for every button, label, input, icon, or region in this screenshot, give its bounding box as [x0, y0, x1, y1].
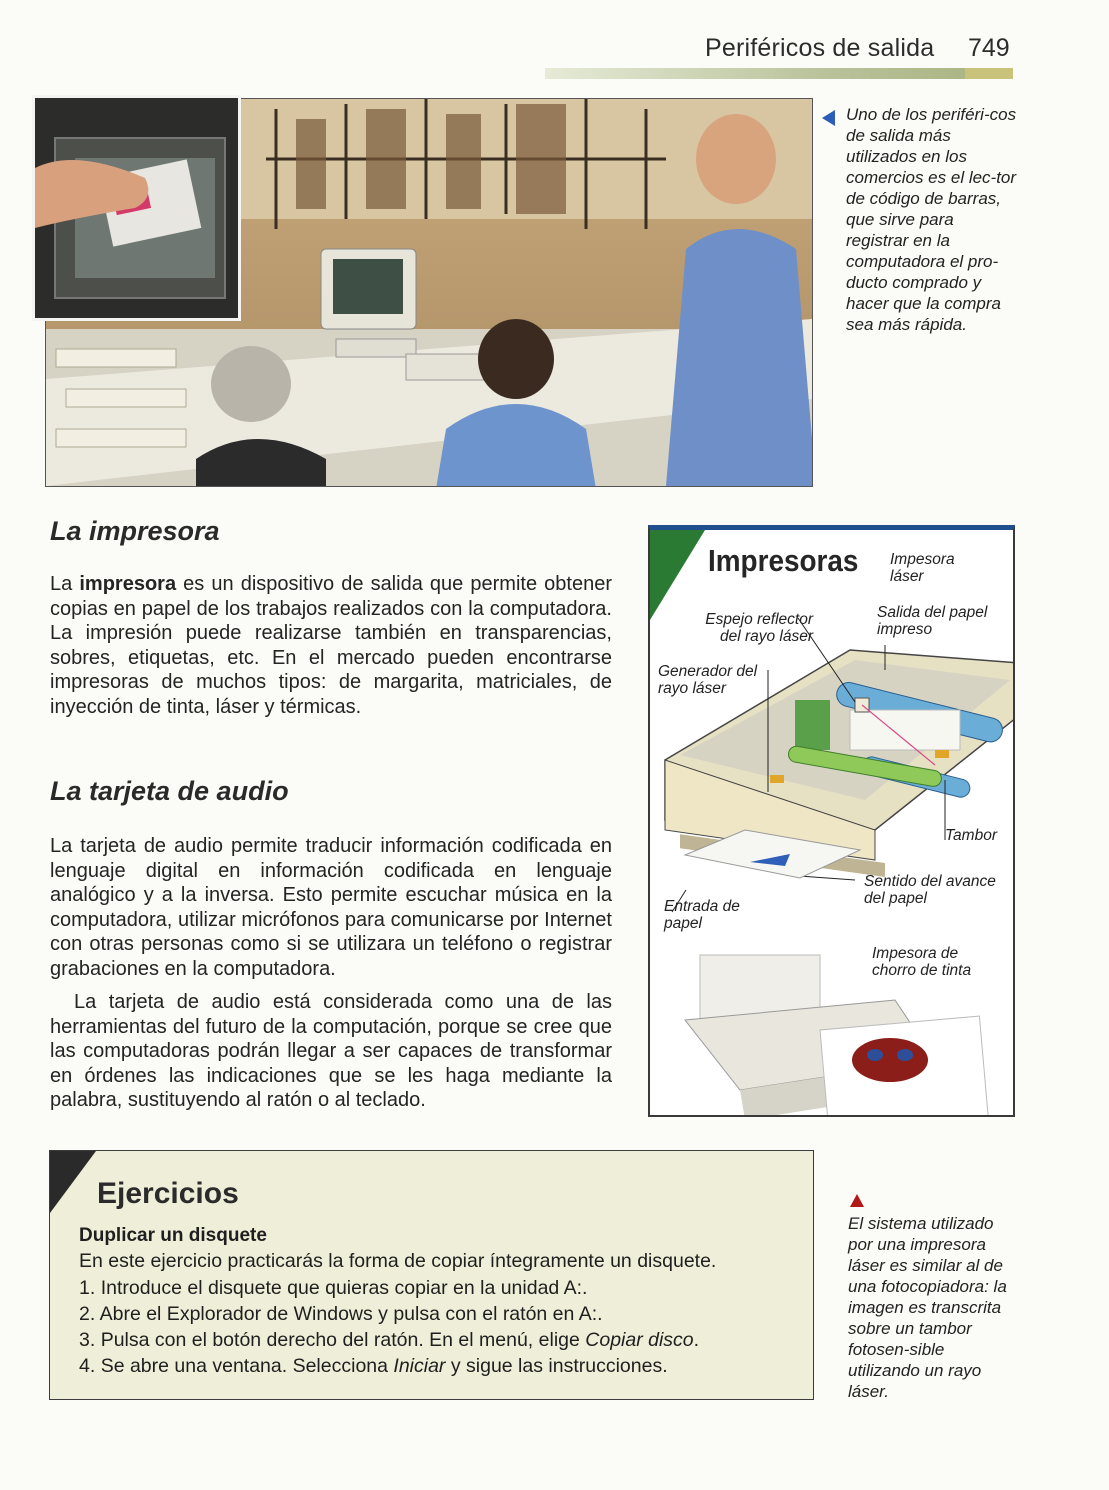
- exercise-step: 3. Pulsa con el botón derecho del ratón. En el menú, elige Copiar disco.: [79, 1329, 700, 1351]
- exercise-step: 1. Introduce el disquete que quieras copiar en la unidad A:.: [79, 1277, 588, 1299]
- label-mirror: Espejo reflector del rayo láser: [705, 611, 813, 645]
- exercise-subtitle: Duplicar un disquete: [79, 1225, 267, 1246]
- header-bar-accent: [965, 68, 1013, 79]
- exercise-title: Ejercicios: [97, 1177, 239, 1210]
- label-drum: Tambor: [945, 827, 997, 844]
- audio-paragraph-2: La tarjeta de audio está considerada como una de las herramientas del futuro de la computación, porque se cree que las computadoras podrán llegar a ser capaces de transformar en órdenes las indicaciones que se les haga mediante la palabra, sustituyendo al ratón o al teclado.: [50, 991, 612, 1112]
- caption-up-arrow-icon: [850, 1194, 864, 1207]
- section-title: Periféricos de salida: [705, 34, 935, 62]
- impresora-heading: La impresora: [50, 516, 220, 546]
- exercise-steps: [79, 1275, 699, 1379]
- exercise-step: 4. Se abre una ventana. Selecciona Iniciar y sigue las instrucciones.: [79, 1355, 668, 1377]
- audio-paragraph-1: La tarjeta de audio permite traducir información codificada en lenguaje digital en información codificada en lenguaje analógico y a la inversa. Esto permite escuchar música en la computadora, utilizar micrófonos para comunicarse por Internet con otras personas como si se utilizara un teléfono o registrar grabaciones en la computadora.: [50, 835, 612, 980]
- label-paper-input: Entrada de papel: [664, 898, 740, 932]
- diagram-title: Impresoras: [708, 543, 859, 578]
- label-paper-direction: Sentido del avance del papel: [864, 873, 996, 907]
- label-laser-printer: Impesora láser: [890, 551, 955, 585]
- impresora-paragraph: La impresora es un dispositivo de salida que permite obtener copias en papel de los trabajos realizados con la computadora. La impresión puede realizarse también en transparencias, sobres, etiquetas, etc. En el mercado pueden encontrarse impresoras de muchos tipos: de margarita, matriciales, de inyección de tinta, láser y térmicas.: [50, 573, 613, 718]
- label-paper-output: Salida del papel impreso: [877, 604, 988, 638]
- exercise-step: 2. Abre el Explorador de Windows y pulsa con el ratón en A:.: [79, 1303, 603, 1325]
- audio-heading: La tarjeta de audio: [50, 776, 289, 806]
- photo-caption: Uno de los periféri-cos de salida más utilizados en los comercios es el lec-tor de código de barras, que sirve para registrar en la computadora el pro-ducto comprado y hacer que la compra sea más rápida.: [846, 105, 1017, 334]
- header-bar: [545, 68, 1013, 79]
- label-laser-generator: Generador del rayo láser: [658, 663, 758, 697]
- laser-caption: El sistema utilizado por una impresora láser es similar al de una fotocopiadora: la imagen es transcrita sobre un tambor fotosen-sible utilizando un rayo láser.: [848, 1214, 1007, 1401]
- exercise-intro: En este ejercicio practicarás la forma de copiar íntegramente un disquete.: [79, 1250, 717, 1272]
- impresora-bold-term: impresora: [79, 573, 177, 595]
- barcode-scanner-inset: [32, 95, 241, 321]
- label-inkjet-printer: Impesora de chorro de tinta: [872, 945, 972, 979]
- caption-arrow-icon: [822, 110, 835, 126]
- barcode-scanner-illustration: [35, 98, 238, 318]
- page-number: 749: [968, 34, 1010, 62]
